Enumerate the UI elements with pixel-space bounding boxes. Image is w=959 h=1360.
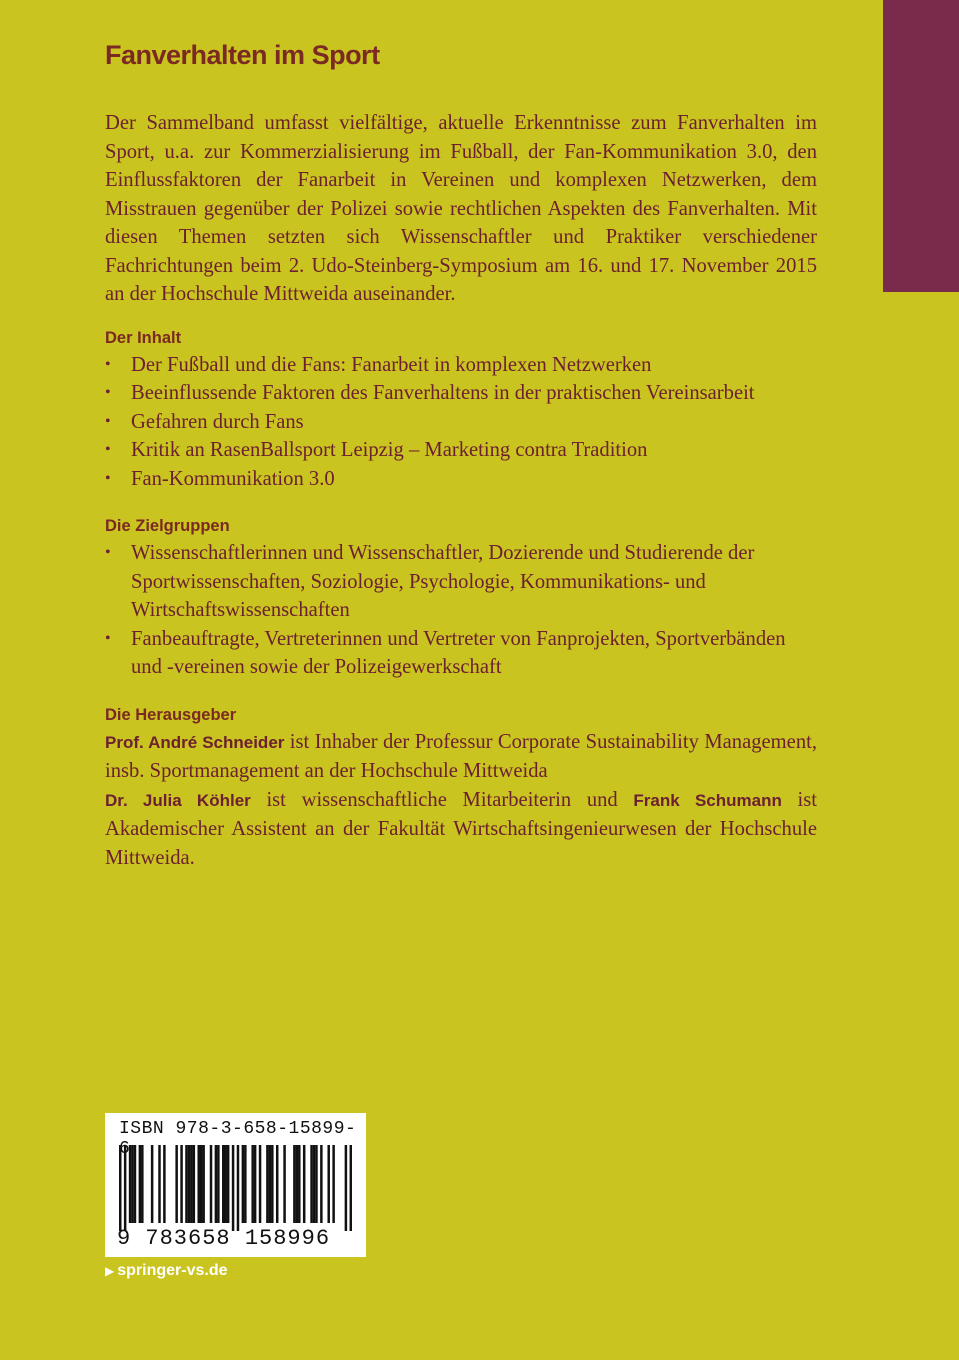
- barcode-bar: [315, 1145, 318, 1223]
- barcode-bar: [266, 1145, 269, 1223]
- barcode-bar: [298, 1145, 301, 1223]
- triangle-right-icon: ▶: [105, 1264, 115, 1278]
- barcode-bar: [200, 1145, 203, 1223]
- list-item: • Fanbeauftragte, Vertreterinnen und Vertreter von Fanprojekten, Sportverbänden und -vereinen sowie der Polizeigewerkschaft: [105, 625, 817, 682]
- editor-description: ist Akademischer Assistent an der Fakultät Wirtschaftsingenieurwesen der Hochschule Mittweida.: [105, 788, 817, 869]
- list-item: • Gefahren durch Fans: [105, 408, 817, 437]
- barcode-bar: [232, 1145, 235, 1231]
- book-title: Fanverhalten im Sport: [105, 40, 380, 70]
- barcode-bar: [188, 1145, 191, 1223]
- barcode-bar: [320, 1145, 323, 1223]
- barcode-bar: [151, 1145, 154, 1223]
- barcode-bar: [227, 1145, 230, 1223]
- editor-name: Prof. André Schneider: [105, 732, 285, 752]
- barcode-bar: [158, 1145, 161, 1223]
- barcode-bar: [296, 1145, 299, 1223]
- barcode-bar: [222, 1145, 225, 1223]
- barcode-bar: [259, 1145, 262, 1223]
- barcode-bar: [244, 1145, 247, 1223]
- barcode-bar: [251, 1145, 254, 1223]
- barcode-bar: [193, 1145, 196, 1223]
- list-item: • Wissenschaftlerinnen und Wissenschaftler, Dozierende und Studierende der Sportwissenschaften, Soziologie, Psychologie, Kommunikations- und Wirtschaftswissenschaften: [105, 539, 817, 625]
- barcode-bar: [124, 1145, 127, 1231]
- barcode-bar: [283, 1145, 286, 1223]
- barcode-bar: [350, 1145, 352, 1231]
- barcode-bar: [269, 1145, 272, 1223]
- inhalt-heading: Der Inhalt: [105, 328, 182, 347]
- barcode-bar: [237, 1145, 240, 1231]
- cover-accent-band: [883, 0, 959, 292]
- barcode-bar: [293, 1145, 296, 1223]
- editor-description: ist Inhaber der Professur Corporate Sustainability Management, insb. Sportmanagement an der Hochschule Mittweida: [105, 730, 817, 782]
- editor-name: Frank Schumann: [633, 790, 782, 810]
- barcode-bar: [131, 1145, 134, 1223]
- isbn-barcode: [105, 1113, 366, 1257]
- barcode-bar: [180, 1145, 183, 1223]
- publisher-url: springer-vs.de: [117, 1262, 228, 1279]
- editor-paragraph-1: [105, 728, 817, 786]
- barcode-bar: [254, 1145, 257, 1223]
- barcode-bar: [276, 1145, 279, 1223]
- barcode-bar: [210, 1145, 213, 1223]
- barcode-bar: [141, 1145, 144, 1223]
- list-item: • Beeinflussende Faktoren des Fanverhaltens in der praktischen Vereinsarbeit: [105, 379, 817, 408]
- barcode-bars-icon: [119, 1145, 352, 1231]
- barcode-bar: [310, 1145, 313, 1223]
- barcode-bar: [215, 1145, 218, 1223]
- barcode-bar: [303, 1145, 306, 1223]
- list-item: • Kritik an RasenBallsport Leipzig – Marketing contra Tradition: [105, 436, 817, 465]
- publisher-link[interactable]: [105, 1262, 228, 1280]
- zielgruppen-list: [105, 539, 817, 682]
- barcode-bar: [197, 1145, 200, 1223]
- barcode-bar: [163, 1145, 166, 1223]
- barcode-bar: [190, 1145, 193, 1223]
- barcode-bar: [242, 1145, 245, 1223]
- list-item: • Der Fußball und die Fans: Fanarbeit in komplexen Netzwerken: [105, 351, 817, 380]
- barcode-bar: [139, 1145, 142, 1223]
- back-cover-content: [105, 40, 817, 872]
- inhalt-list: [105, 351, 817, 494]
- barcode-bar: [271, 1145, 274, 1223]
- barcode-bar: [175, 1145, 178, 1223]
- barcode-bar: [327, 1145, 330, 1223]
- barcode-bar: [185, 1145, 188, 1223]
- barcode-bar: [202, 1145, 205, 1223]
- barcode-bar: [313, 1145, 316, 1223]
- barcode-bar: [119, 1145, 122, 1231]
- editor-paragraph-2: [105, 786, 817, 873]
- barcode-bar: [129, 1145, 132, 1223]
- isbn-label: ISBN 978-3-658-15899-: [119, 1119, 357, 1139]
- barcode-digits: 9 783658 158996: [117, 1226, 331, 1251]
- zielgruppen-heading: Die Zielgruppen: [105, 517, 230, 535]
- intro-paragraph: Der Sammelband umfasst vielfältige, aktuelle Erkenntnisse zum Fanverhalten im Sport, u.a. zur Kommerzialisierung im Fußball, der Fan-Kommunikation 3.0, den Einflussfaktoren der Fanarbeit in Vereinen und komplexen Netzwerken, dem Misstrauen gegenüber der Polizei sowie rechtlichen Aspekten des Fanverhalten. Mit diesen Themen setzten sich Wissenschaftler und Praktiker verschiedener Fachrichtungen beim 2. Udo-Steinberg-Symposium am 16. und 17. November 2015 an der Hochschule Mittweida auseinander.: [105, 112, 817, 305]
- barcode-bar: [217, 1145, 220, 1223]
- barcode-bar: [345, 1145, 348, 1231]
- barcode-bar: [224, 1145, 227, 1223]
- herausgeber-heading: Die Herausgeber: [105, 705, 237, 724]
- editor-description: ist wissenschaftliche Mitarbeiterin und: [250, 788, 634, 811]
- barcode-bar: [134, 1145, 137, 1223]
- editor-name: Dr. Julia Köhler: [105, 790, 251, 810]
- list-item: • Fan-Kommunikation 3.0: [105, 465, 817, 494]
- barcode-bar: [332, 1145, 335, 1223]
